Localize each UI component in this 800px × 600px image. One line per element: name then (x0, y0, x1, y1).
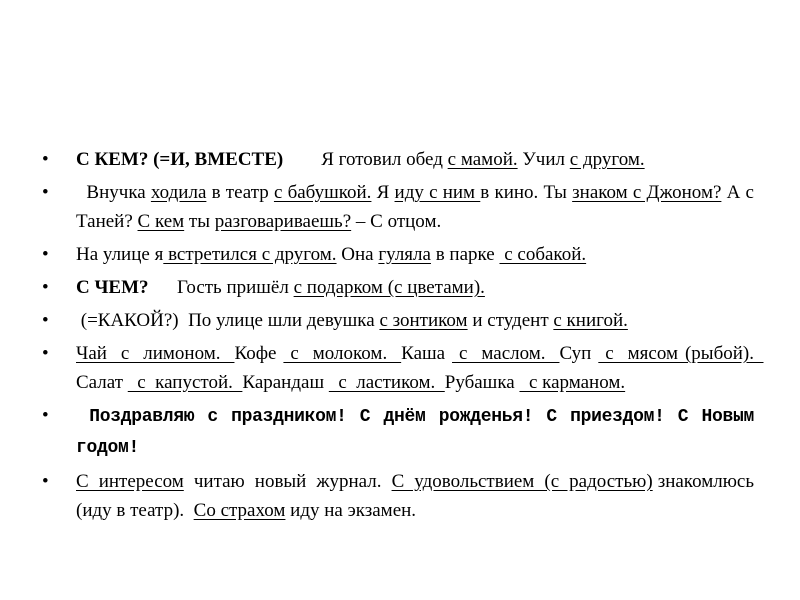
text-segment: иду на экзамен. (285, 500, 417, 521)
text-segment: читаю новый журнал. (183, 471, 392, 492)
bullet-item (42, 467, 759, 525)
underlined-phrase: Со страхом (193, 500, 286, 521)
underlined-phrase: знаком с Джоном? (572, 182, 722, 203)
bullet-list (42, 145, 765, 525)
underlined-phrase: с подарком (с цветами). (293, 277, 485, 298)
bullet-item (42, 306, 754, 335)
underlined-phrase: с карманом. (519, 372, 626, 393)
underlined-phrase: с книгой. (553, 310, 628, 331)
underlined-phrase: с мамой. (447, 149, 518, 170)
text-segment: ты (184, 211, 215, 232)
bold-heading: С ЧЕМ? (76, 277, 149, 298)
bullet-item (42, 240, 754, 269)
text-segment: На улице я (76, 244, 164, 265)
underlined-phrase: С кем (137, 211, 185, 232)
underlined-phrase: иду с ним (394, 182, 481, 203)
text-segment: Гость пришёл (148, 277, 294, 298)
text-segment: – С отцом. (351, 211, 442, 232)
bullet-item (42, 339, 764, 397)
text-segment: в парке (430, 244, 500, 265)
underlined-phrase: с капустой. (127, 372, 243, 393)
bullet-item (42, 178, 759, 236)
underlined-phrase: с мясом (рыбой). (598, 343, 764, 364)
text-segment: (=КАКОЙ?) По улице шли девушка (76, 310, 380, 331)
text-segment: Карандаш (242, 372, 329, 393)
text-segment: Я готовил обед (321, 149, 448, 170)
underlined-phrase: с зонтиком (379, 310, 468, 331)
bold-heading: С КЕМ? (=И, ВМЕСТЕ) (76, 149, 284, 170)
text-segment: Каша (401, 343, 453, 364)
underlined-phrase: с собакой. (499, 244, 587, 265)
underlined-phrase: разговариваешь? (214, 211, 352, 232)
text-segment: Она (336, 244, 379, 265)
underlined-phrase: гуляла (378, 244, 431, 265)
text-segment: в театр (206, 182, 274, 203)
text-segment: знакомлюсь (иду в театр). (76, 471, 759, 521)
bullet-item (42, 273, 754, 302)
underlined-phrase: С интересом (76, 471, 184, 492)
text-segment: в кино. Ты (480, 182, 573, 203)
underlined-phrase: с маслом. (452, 343, 560, 364)
underlined-phrase: с другом. (569, 149, 645, 170)
underlined-phrase: с молоком. (283, 343, 402, 364)
text-segment: Суп (559, 343, 599, 364)
underlined-phrase: ходила (150, 182, 207, 203)
underlined-phrase: С удовольствием (с радостью) (391, 471, 653, 492)
text-segment: Я (371, 182, 395, 203)
text-segment: Кофе (234, 343, 284, 364)
text-segment (283, 149, 321, 170)
underlined-phrase: Чай с лимоном. (76, 343, 235, 364)
underlined-phrase: с бабушкой. (273, 182, 372, 203)
text-segment: Салат (76, 372, 128, 393)
bullet-item (42, 401, 765, 463)
bullet-item (42, 145, 754, 174)
text-segment: Учил (517, 149, 570, 170)
greeting-text: Поздравляю с праздником! С днём рожденья! С приездом! С Новым годом! (76, 407, 765, 458)
underlined-phrase: встретился с другом. (163, 244, 337, 265)
text-segment: и студент (467, 310, 554, 331)
underlined-phrase: с ластиком. (328, 372, 445, 393)
text-segment: Рубашка (444, 372, 520, 393)
text-segment: А с Таней? (76, 182, 759, 232)
text-segment: Внучка (76, 182, 151, 203)
